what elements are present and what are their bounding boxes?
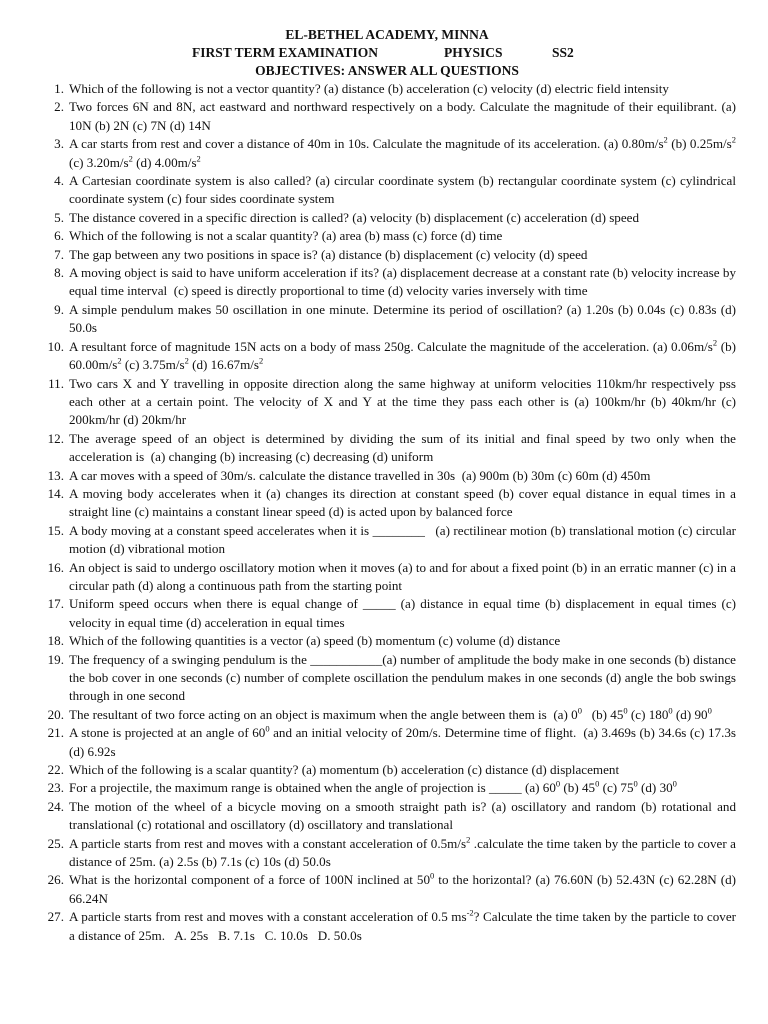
question-item: [38, 209, 736, 227]
question-item: [38, 651, 736, 706]
question-text: A stone is projected at an angle of $60^0$ and an initial velocity of 20m/s. Determine time of flight. (a) 3.469s (b) 34.6s (c) 17.3s (d) 6.92s: [69, 723, 736, 759]
question-text: An object is said to undergo oscillatory motion when it moves (a) to and for about a fixed point (b) in an erratic manner (c) in a circular path (d) along a continuous path from the starting point: [69, 559, 736, 593]
question-text: A moving body accelerates when it (a) changes its direction at constant speed (b) cover equal distance in equal times in a straight line (c) maintains a constant linear speed (d) is acted upon by balanced force: [69, 485, 736, 520]
question-number: 12.: [47, 430, 64, 446]
question-text: A resultant force of magnitude 15N acts on a body of mass 250g. Calculate the magnitude of the acceleration. (a) $0.06m/s^2$ (b) $60.00m/s^2$ (c) $3.75m/s^2$ (d) $16.67m/s^2$: [69, 337, 736, 373]
question-number: 16.: [47, 559, 64, 575]
question-item: [38, 761, 736, 779]
question-number: 20.: [47, 706, 64, 722]
question-item: [38, 908, 736, 945]
question-number: 2.: [54, 99, 64, 115]
exam-title: FIRST TERM EXAMINATION: [192, 45, 379, 60]
question-item: [38, 375, 736, 430]
question-item: [38, 632, 736, 650]
question-text: A particle starts from rest and moves with a constant acceleration of 0.5 $ms^{-2}$? Calculate the time taken by the particle to cover a distance of 25m. A. 25s B. 7.1s C. 10.0s D. 50.0s: [69, 907, 736, 943]
question-item: [38, 835, 736, 872]
exam-info-row: [38, 44, 736, 62]
question-number: 15.: [47, 522, 64, 538]
question-text: A car moves with a speed of 30m/s. calculate the distance travelled in 30s (a) 900m (b) 30m (c) 60m (d) 450m: [69, 467, 651, 483]
question-item: [38, 467, 736, 485]
question-text: The distance covered in a specific direction is called? (a) velocity (b) displacement (c) acceleration (d) speed: [69, 209, 640, 225]
question-number: 18.: [47, 633, 64, 649]
question-text: A car starts from rest and cover a distance of 40m in 10s. Calculate the magnitude of its acceleration. (a) $0.80m/s^2$ (b) $0.25m/s^2$ (c) $3.20m/s^2$ (d) $4.00m/s^2$: [69, 134, 736, 170]
question-number: 7.: [54, 246, 64, 262]
question-text: What is the horizontal component of a force of 100N inclined at $50^0$ to the horizontal? (a) 76.60N (b) 52.43N (c) 62.28N (d) 66.24N: [69, 871, 736, 906]
question-text: Which of the following is a scalar quantity? (a) momentum (b) acceleration (c) distance (d) displacement: [69, 762, 620, 778]
question-item: [38, 430, 736, 467]
question-number: 5.: [54, 209, 64, 225]
question-item: [38, 172, 736, 209]
question-item: [38, 871, 736, 908]
question-text: A particle starts from rest and moves with a constant acceleration of $0.5m/s^2$ .calculate the time taken by the particle to cover a distance of 25m. (a) 2.5s (b) 7.1s (c) 10s (d) 50.0s: [69, 834, 736, 870]
question-item: [38, 338, 736, 375]
question-item: [38, 522, 736, 559]
question-item: [38, 798, 736, 835]
question-number: 14.: [47, 485, 64, 501]
question-item: [38, 227, 736, 245]
question-text: The resultant of two force acting on an object is maximum when the angle between them is (a) $0^0$ (b) $45^0$ (c) $180^0$ (d) $90^0$: [69, 705, 712, 722]
instruction: OBJECTIVES: ANSWER ALL QUESTIONS: [255, 63, 519, 78]
question-number: 11.: [48, 375, 64, 391]
question-text: The average speed of an object is determined by dividing the sum of its initial and final speed by two only when the acceleration is (a) changing (b) increasing (c) decreasing (d) uniform: [69, 430, 736, 465]
question-text: Two forces 6N and 8N, act eastward and northward respectively on a body. Calculate the magnitude of their equilibrant. (a) 10N (b) 2N (c) 7N (d) 14N: [69, 99, 736, 133]
question-number: 3.: [54, 136, 64, 152]
question-item: [38, 135, 736, 172]
question-text: Which of the following quantities is a vector (a) speed (b) momentum (c) volume (d) distance: [69, 633, 561, 649]
subject: PHYSICS: [444, 45, 503, 60]
question-number: 27.: [47, 909, 64, 925]
question-item: [38, 246, 736, 264]
question-item: [38, 779, 736, 797]
question-number: 22.: [47, 762, 64, 778]
question-text: Two cars X and Y travelling in opposite direction along the same highway at uniform velocities 110km/hr respectively pss each other at a certain point. The velocity of X and Y at the time they pass each other is (a) 100km/hr (b) 40km/hr (c) 200km/hr (d) 20km/hr: [69, 375, 736, 428]
question-number: 21.: [47, 725, 64, 741]
question-text: Uniform speed occurs when there is equal change of _____ (a) distance in equal time (b) displacement in equal times (c) velocity in equal time (d) acceleration in equal times: [69, 596, 736, 630]
question-item: [38, 80, 736, 98]
question-number: 13.: [47, 467, 64, 483]
school-name: EL-BETHEL ACADEMY, MINNA: [285, 27, 489, 42]
question-text: Which of the following is not a vector quantity? (a) distance (b) acceleration (c) velocity (d) electric field intensity: [69, 81, 669, 96]
question-text: A body moving at a constant speed accelerates when it is ________ (a) rectilinear motion (b) translational motion (c) circular motion (d) vibrational motion: [69, 522, 736, 557]
question-list: [38, 80, 736, 945]
question-text: Which of the following is not a scalar quantity? (a) area (b) mass (c) force (d) time: [69, 228, 503, 244]
question-number: 23.: [47, 780, 64, 796]
question-number: 6.: [54, 228, 64, 244]
question-text: The frequency of a swinging pendulum is the ___________(a) number of amplitude the body make in one seconds (b) distance the bob cover in one seconds (c) number of complete oscillation the pendulum makes in one seconds (d) angle the bob swings through in one second: [69, 651, 736, 704]
question-item: [38, 485, 736, 522]
question-number: 9.: [54, 301, 64, 317]
question-number: 26.: [47, 872, 64, 888]
question-item: [38, 98, 736, 135]
question-number: 19.: [47, 651, 64, 667]
question-number: 24.: [47, 798, 64, 814]
question-item: [38, 301, 736, 338]
question-number: 8.: [54, 265, 64, 281]
question-number: 4.: [54, 173, 64, 189]
question-number: 10.: [47, 338, 64, 354]
question-text: A moving object is said to have uniform acceleration if its? (a) displacement decrease at a constant rate (b) velocity increase by equal time interval (c) speed is directly proportional to time (d) velocity varies inversely with time: [69, 265, 736, 299]
question-text: The motion of the wheel of a bicycle moving on a smooth straight path is? (a) oscillatory and random (b) rotational and translational (c) rotational and oscillatory (d) oscillatory and translational: [69, 798, 736, 833]
question-text: The gap between any two positions in space is? (a) distance (b) displacement (c) velocity (d) speed: [69, 246, 588, 262]
question-item: [38, 706, 736, 724]
question-text: A simple pendulum makes 50 oscillation in one minute. Determine its period of oscillation? (a) 1.20s (b) 0.04s (c) 0.83s (d) 50.0s: [69, 301, 736, 336]
question-number: 17.: [47, 596, 64, 612]
question-text: A Cartesian coordinate system is also called? (a) circular coordinate system (b) rectangular coordinate system (c) cylindrical coordinate system (c) four sides coordinate system: [69, 173, 736, 207]
question-item: [38, 595, 736, 632]
question-text: For a projectile, the maximum range is obtained when the angle of projection is _____ (a) $60^0$ (b) $45^0$ (c) $75^0$ (d) $30^0$: [69, 779, 677, 796]
question-number: 1.: [54, 81, 64, 96]
question-number: 25.: [47, 835, 64, 851]
question-item: [38, 264, 736, 301]
question-item: [38, 559, 736, 596]
class-level: SS2: [552, 45, 574, 60]
question-item: [38, 724, 736, 761]
